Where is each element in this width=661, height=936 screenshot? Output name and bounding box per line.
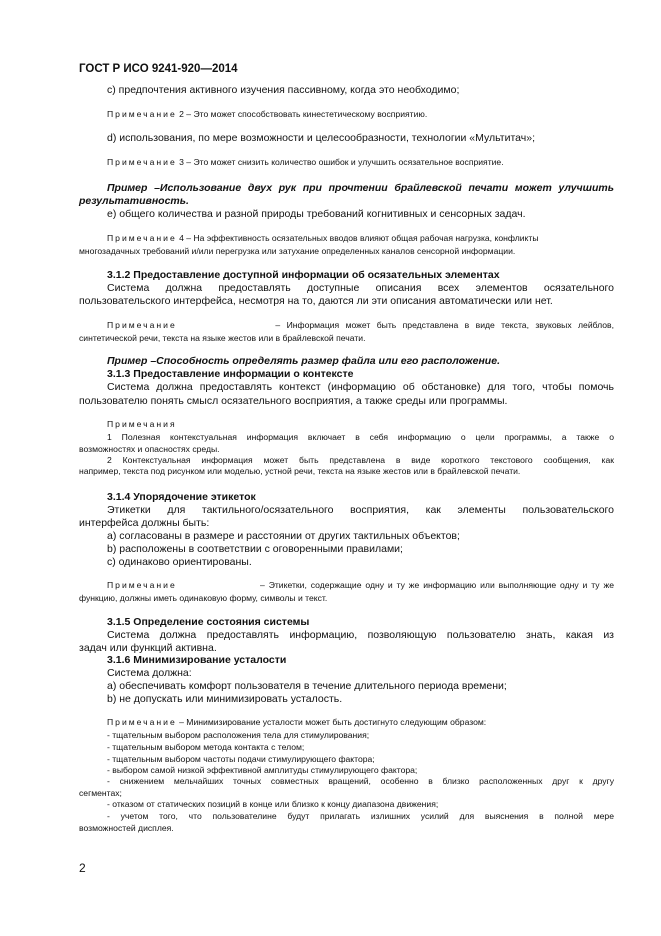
item-3-1-4-a: а) согласованы в размере и расстоянии от других тактильных объектов; — [107, 530, 460, 542]
note-2 — [107, 110, 427, 119]
example-2: Пример –Способность определять размер файла или его расположение. — [107, 355, 500, 367]
notes-2-line-2: например, текста под рисунком или моделью, устной речи, текста на языке жестов или в брайлевской печати. — [79, 466, 521, 476]
note-7-item-7-line-1: - учетом того, что пользователине будут прилагать излишних усилий для выяснения в полной мере — [107, 811, 614, 821]
note-7 — [107, 718, 486, 727]
note-7-item-5-line-1: - снижением мельчайших точных совместных вращений, особенно в близко расположенных друг к другу — [107, 776, 614, 786]
notes-2-line-1: 2 Контекстуальная информация может быть представлена в виде короткого текстового сообщения, как — [107, 455, 614, 465]
note-text: 4 – На эффективность осязательных вводов влияют общая рабочая нагрузка, конфликты — [179, 233, 539, 243]
note-4-line-2: многозадачных требований и/или перегрузка или затухание определенных каналов сенсорной информации. — [79, 246, 516, 256]
note-text: – Минимизирование усталости может быть достигнуто следующим образом: — [179, 717, 487, 727]
paragraph-3-1-5-line-1: Система должна предоставлять информацию, позволяющую пользователю знать, какая из — [107, 629, 614, 641]
note-label: Примечание — [107, 109, 177, 119]
heading-3-1-5: 3.1.5 Определение состояния системы — [107, 616, 310, 628]
notes-1-line-1: 1 Полезная контекстуальная информация включает в себя информацию о цели программы, а также о — [107, 432, 614, 442]
item-3-1-4-c: с) одинаково ориентированы. — [107, 556, 252, 568]
note-7-item-2: - тщательным выбором метода контакта с телом; — [107, 742, 305, 752]
item-3-1-6-a: а) обеспечивать комфорт пользователя в течение длительного периода времени; — [107, 680, 507, 692]
heading-3-1-3: 3.1.3 Предоставление информации о контексте — [107, 368, 354, 380]
note-label: Примечание — [107, 320, 177, 330]
note-label: Примечание — [107, 157, 177, 167]
example-1-line-2: результативность. — [79, 195, 189, 207]
item-3-1-6-b: b) не допускать или минимизировать усталость. — [107, 693, 343, 705]
note-7-item-1: - тщательным выбором расположения тела для стимулирования; — [107, 730, 370, 740]
note-label: Примечание — [107, 233, 177, 243]
item-3-1-4-b: b) расположены в соответствии с оговоренными правилами; — [107, 543, 403, 555]
page-number: 2 — [79, 861, 86, 875]
paragraph-3-1-4-line-2: интерфейса должны быть: — [79, 517, 210, 529]
heading-3-1-4: 3.1.4 Упорядочение этикеток — [107, 491, 256, 503]
note-7-item-5-line-2: сегментах; — [79, 788, 122, 798]
note-3 — [107, 158, 504, 167]
item-d: d) использования, по мере возможности и целесообразности, технологии «Мультитач»; — [107, 132, 536, 144]
heading-3-1-2: 3.1.2 Предоставление доступной информации об осязательных элементах — [107, 269, 500, 281]
heading-3-1-6: 3.1.6 Минимизирование усталости — [107, 654, 287, 666]
note-7-item-4: - выбором самой низкой эффективной амплитуды стимулирующего фактора; — [107, 765, 418, 775]
notes-1-line-2: возможностях и опасностях среды. — [79, 444, 220, 454]
paragraph-3-1-2-line-2: пользовательского интерфейса, несмотря на то, даются ли эти описания автоматически или нет. — [79, 295, 553, 307]
note-7-item-6: - отказом от статических позиций в конце или близко к концу диапазона движения; — [107, 799, 439, 809]
paragraph-3-1-2-line-1: Система должна предоставлять доступные описания всех элементов осязательного — [107, 282, 614, 294]
note-text: – Информация может быть представлена в виде текста, звуковых лейблов, — [275, 320, 614, 330]
note-6-line-2: функцию, должны иметь одинаковую форму, символы и текст. — [79, 593, 328, 603]
paragraph-3-1-3-line-2: пользователю понять смысл осязательного восприятия, а также среды или программы. — [79, 395, 508, 407]
note-4 — [107, 234, 539, 243]
note-7-item-3: - тщательным выбором частоты подачи стимулирующего фактора; — [107, 754, 375, 764]
note-label: Примечание — [107, 580, 177, 590]
paragraph-3-1-6-intro: Система должна: — [107, 667, 192, 679]
note-text: 3 – Это может снизить количество ошибок и улучшить осязательное восприятие. — [179, 157, 504, 167]
item-e: е) общего количества и разной природы требований когнитивных и сенсорных задач. — [107, 208, 526, 220]
note-5 — [107, 321, 614, 330]
note-6 — [107, 581, 614, 590]
paragraph-3-1-3-line-1: Система должна предоставлять контекст (информацию об обстановке) для того, чтобы помочь — [107, 381, 614, 393]
note-label: Примечание — [107, 717, 177, 727]
document-header: ГОСТ Р ИСО 9241-920—2014 — [79, 63, 238, 75]
example-1-line-1: Пример –Использование двух рук при прочтении брайлевской печати может улучшить — [107, 182, 614, 194]
paragraph-3-1-4-line-1: Этикетки для тактильного/осязательного восприятия, как элементы пользовательского — [107, 504, 614, 516]
note-7-item-7-line-2: возможностей дисплея. — [79, 823, 174, 833]
notes-label: Примечания — [107, 419, 177, 429]
note-text: – Этикетки, содержащие одну и ту же информацию или выполняющие одну и ту же — [260, 580, 614, 590]
paragraph-3-1-5-line-2: задач или функций активна. — [79, 642, 217, 654]
note-5-line-2: синтетической речи, текста на языке жестов или в брайлевской печати. — [79, 333, 366, 343]
item-c: с) предпочтения активного изучения пассивному, когда это необходимо; — [107, 84, 460, 96]
note-text: 2 – Это может способствовать кинестетическому восприятию. — [179, 109, 428, 119]
